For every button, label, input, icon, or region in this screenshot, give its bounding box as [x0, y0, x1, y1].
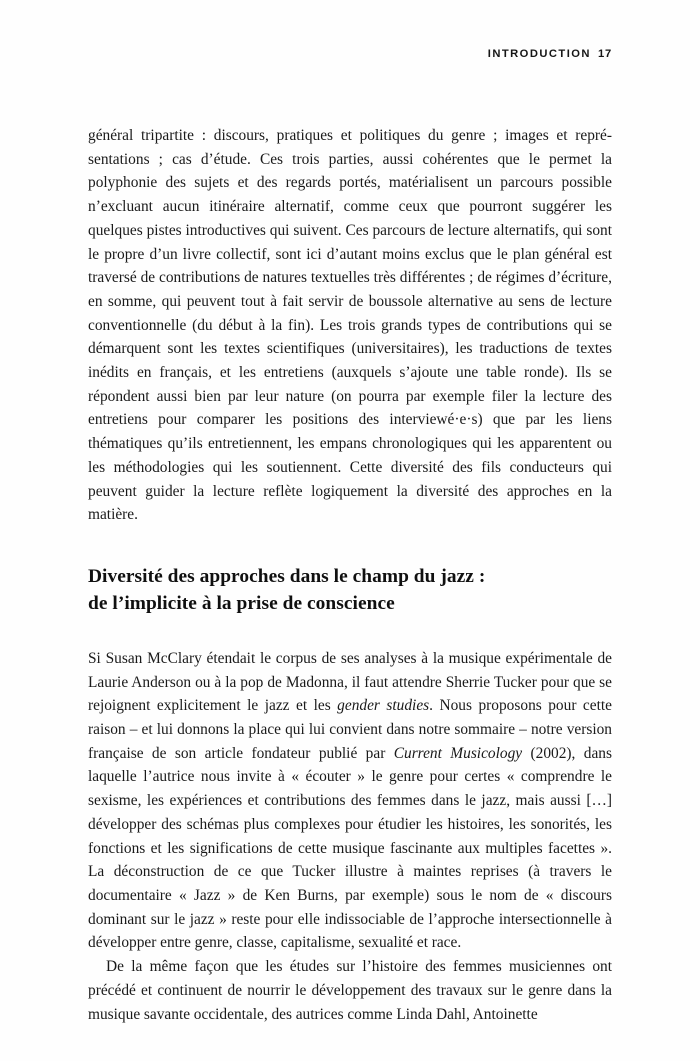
paragraph-text-run-1: Si Susan McClary étendait le corpus de ses analyses à la musique expérimentale de Laurie Anderson ou à la pop de Madonna, il faut attendre Sherrie Tucker pour que se rejoignent explicitement le jazz et les: [88, 649, 612, 715]
title-current-musicology: Current Musicology: [393, 744, 523, 762]
section-heading-line-2: de l’implicite à la prise de conscience: [88, 593, 395, 615]
paragraph-text-run-3: (2002), dans laquelle l’autrice nous invite à « écouter » le genre pour certes « comprendre le sexisme, les expériences et contributions des femmes dans le jazz, mais aussi […] développer des schémas plus complexes pour étudier les histoires, les sonorités, les fonctions et les significations de cette musique fascinante aux multiples facettes ». La déconstruction de ce que Tucker illustre à maintes reprises (à travers le documentaire « Jazz » de Ken Burns, par exemple) sous le nom de « discours dominant sur le jazz » reste pour elle indissociable de l’approche intersectionnelle à développer entre genre, classe, capitalisme, sexualité et race.: [88, 744, 612, 952]
section-heading-block: [88, 563, 612, 618]
paragraph-mcclary: [88, 647, 612, 955]
section-heading: [88, 563, 612, 618]
title-gender-studies: gender studies: [337, 697, 430, 715]
paragraph-text-run-2: . Nous proposons pour cette raison – et lui donnons la place qui lui convient dans notre sommaire – notre version française de son article fondateur publié par: [88, 697, 612, 762]
section-heading-line-1: Diversité des approches dans le champ du jazz :: [88, 565, 486, 587]
page-number: 17: [597, 48, 612, 60]
text-block: [88, 124, 612, 1026]
paragraph-femmes-musiciennes: De la même façon que les études sur l’histoire des femmes musiciennes ont précédé et continuent de nourrir le développement des travaux sur le genre dans la musique savante occidentale, des autrices comme Linda Dahl, Antoinette: [88, 958, 612, 1023]
paragraph-continued: général tripartite : discours, pratiques et politiques du genre ; images et repré-sentations ; cas d’étude. Ces trois parties, aussi cohérentes que le permet la polyphonie des sujets et des regards portés, matérialisent un parcours possible n’excluant aucun itinéraire alternatif, comme ceux que pourront suggérer les quelques pistes introductives qui suivent. Ces parcours de lecture alternatifs, qui sont le propre d’un livre collectif, sont ici d’autant moins exclus que le plan général est traversé de contributions de natures textuelles très différentes ; de régimes d’écriture, en somme, qui peuvent tout à fait servir de boussole alternative au sens de lecture conventionnelle (du début à la fin). Les trois grands types de contributions qui se démarquent sont les textes scientifiques (universitaires), les traductions de textes inédits en français, et les entretiens (auxquels s’ajoute une table ronde). Ils se répondent aussi bien par leur nature (on pourra par exemple filer la lecture des entretiens pour comparer les positions des interviewé·e·s) que par les liens thématiques qu’ils entretiennent, les empans chronologiques qui les apparentent ou les méthodologies qui les soutiennent. Cette diversité des fils conducteurs qui peuvent guider la lecture reflète logiquement la diversité des approches en la matière.: [88, 127, 612, 524]
running-head-label: INTRODUCTION: [487, 48, 591, 60]
running-head: [88, 48, 612, 60]
